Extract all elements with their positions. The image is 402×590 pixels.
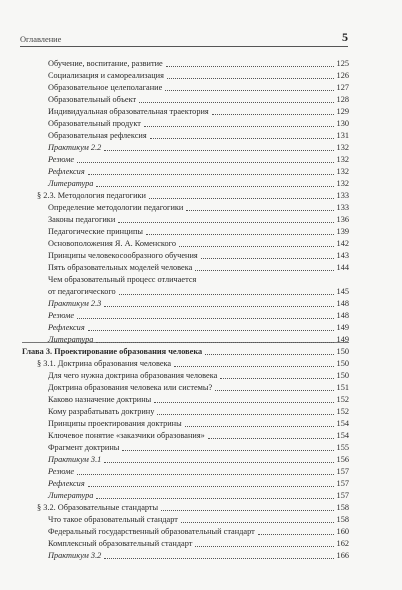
toc-entry-label: Чем образовательный процесс отличается xyxy=(48,275,197,284)
toc-entry-label: Для чего нужна доктрина образования человека xyxy=(48,371,218,380)
toc-entry-label: Индивидуальная образовательная траектория xyxy=(48,107,209,116)
toc-entry-label: Социализация и самореализация xyxy=(48,71,164,80)
toc-entry-label: Доктрина образования человека или системы? xyxy=(48,383,213,392)
toc-entry xyxy=(48,166,349,177)
toc-entry xyxy=(48,238,349,249)
toc-entry-page: 125 xyxy=(336,59,349,68)
toc-entry-label: Резюме xyxy=(48,155,75,164)
toc-entry-page: 166 xyxy=(336,551,349,560)
toc-leader-dots xyxy=(154,402,334,403)
toc-leader-dots xyxy=(179,246,334,247)
toc-leader-dots xyxy=(258,534,334,535)
toc-entry-page: 132 xyxy=(336,143,349,152)
page-number: 5 xyxy=(342,30,348,44)
toc-entry xyxy=(48,94,349,105)
toc-entry-page: 154 xyxy=(336,419,349,428)
toc-entry-label: Каково назначение доктрины xyxy=(48,395,152,404)
toc-entry-page: 149 xyxy=(336,335,349,344)
toc-entry-page: 151 xyxy=(336,383,349,392)
toc-entry-page: 145 xyxy=(336,287,349,296)
toc-entry-label: Практикум 3.2 xyxy=(48,551,102,560)
toc-entry-label: Законы педагогики xyxy=(48,215,116,224)
toc-leader-dots xyxy=(88,330,334,331)
toc-entry xyxy=(48,286,349,297)
toc-entry-label: Резюме xyxy=(48,467,75,476)
toc-entry-label: Литература xyxy=(48,335,94,344)
toc-entry xyxy=(48,514,349,525)
toc-leader-dots xyxy=(166,66,334,67)
toc-entry xyxy=(48,250,349,261)
toc-leader-dots xyxy=(77,474,334,475)
toc-entry-label: Литература xyxy=(48,179,94,188)
toc-entry xyxy=(48,130,349,141)
toc-leader-dots xyxy=(96,342,334,343)
toc-leader-dots xyxy=(195,270,334,271)
toc-entry xyxy=(48,370,349,381)
toc-entry-label: от педагогического xyxy=(48,287,116,296)
toc-entry-page: 156 xyxy=(336,455,349,464)
toc-entry-page: 130 xyxy=(336,119,349,128)
toc-entry xyxy=(48,226,349,237)
toc-entry-page: 139 xyxy=(336,227,349,236)
toc-leader-dots xyxy=(201,258,334,259)
toc-entry xyxy=(48,298,349,309)
toc-entry xyxy=(48,418,349,429)
toc-entry xyxy=(48,154,349,165)
toc-leader-dots xyxy=(77,162,334,163)
toc-leader-dots xyxy=(205,354,334,355)
toc-entry xyxy=(48,274,349,285)
toc-entry-label: Кому разрабатывать доктрину xyxy=(48,407,155,416)
toc-leader-dots xyxy=(220,378,334,379)
toc-entry-page: 162 xyxy=(336,539,349,548)
toc-entry-page: 152 xyxy=(336,395,349,404)
toc-entry xyxy=(48,490,349,501)
toc-entry-label: Практикум 2.2 xyxy=(48,143,102,152)
toc-entry xyxy=(37,502,349,513)
toc-entry-label: Ключевое понятие «заказчики образования» xyxy=(48,431,205,440)
toc-entry xyxy=(48,58,349,69)
toc-entry-label: Образовательная рефлексия xyxy=(48,131,147,140)
toc-leader-dots xyxy=(174,366,334,367)
toc-entry-label: Федеральный государственный образовательный стандарт xyxy=(48,527,255,536)
toc-leader-dots xyxy=(96,186,334,187)
toc-entry-label: Рефлексия xyxy=(48,479,85,488)
toc-leader-dots xyxy=(149,198,334,199)
toc-entry-label: Что такое образовательный стандарт xyxy=(48,515,178,524)
toc-entry xyxy=(48,142,349,153)
toc-leader-dots xyxy=(144,126,334,127)
toc-entry xyxy=(48,178,349,189)
toc-entry-page: 132 xyxy=(336,167,349,176)
toc-entry-label: Рефлексия xyxy=(48,167,85,176)
toc-entry xyxy=(48,430,349,441)
toc-leader-dots xyxy=(208,438,334,439)
toc-entry-page: 157 xyxy=(336,491,349,500)
toc-entry-label: Фрагмент доктрины xyxy=(48,443,120,452)
toc-leader-dots xyxy=(139,102,334,103)
toc-entry-page: 158 xyxy=(336,503,349,512)
toc-entry-page: 148 xyxy=(336,311,349,320)
toc-entry-page: 132 xyxy=(336,179,349,188)
toc-entry-label: Глава 3. Проектирование образования человека xyxy=(22,347,203,356)
toc-entry-page: 131 xyxy=(336,131,349,140)
toc-entry-page: 136 xyxy=(336,215,349,224)
toc-entry-page: 143 xyxy=(336,251,349,260)
toc-entry xyxy=(48,466,349,477)
toc-entry xyxy=(48,262,349,273)
toc-entry-label: Резюме xyxy=(48,311,75,320)
toc-entry-label: § 2.3. Методология педагогики xyxy=(37,191,146,200)
toc-entry-label: Образовательное целеполагание xyxy=(48,83,163,92)
toc-leader-dots xyxy=(161,510,334,511)
toc-entry-page: 133 xyxy=(336,203,349,212)
toc-entry-label: Комплексный образовательный стандарт xyxy=(48,539,193,548)
toc-leader-dots xyxy=(88,174,334,175)
toc-entry-label: Основоположения Я. А. Коменского xyxy=(48,239,177,248)
toc-entry-page: 144 xyxy=(336,263,349,272)
toc-entry-page: 157 xyxy=(336,479,349,488)
toc-entry-label: Образовательный объект xyxy=(48,95,137,104)
toc-entry-page: 152 xyxy=(336,407,349,416)
toc-entry-page: 155 xyxy=(336,443,349,452)
toc-entry-page: 148 xyxy=(336,299,349,308)
toc-leader-dots xyxy=(119,294,334,295)
toc-entry xyxy=(48,118,349,129)
toc-entry-label: Пять образовательных моделей человека xyxy=(48,263,193,272)
toc-entry-label: Рефлексия xyxy=(48,323,85,332)
toc-entry xyxy=(22,346,349,357)
toc-entry xyxy=(48,454,349,465)
toc-leader-dots xyxy=(104,306,334,307)
toc-entry-page: 160 xyxy=(336,527,349,536)
toc-entry-page: 126 xyxy=(336,71,349,80)
toc-entry-page: 132 xyxy=(336,155,349,164)
toc-entry-page: 150 xyxy=(336,347,349,356)
toc-entry xyxy=(48,106,349,117)
toc-leader-dots xyxy=(165,90,334,91)
toc-leader-dots xyxy=(215,390,334,391)
toc-entry-page: 150 xyxy=(336,359,349,368)
toc-entry-page: 154 xyxy=(336,431,349,440)
toc-entry xyxy=(48,442,349,453)
toc-leader-dots xyxy=(181,522,334,523)
toc-entry xyxy=(48,322,349,333)
toc-entry-page: 129 xyxy=(336,107,349,116)
toc-entry xyxy=(48,538,349,549)
toc-leader-dots xyxy=(146,234,334,235)
toc-entry-label: Принципы человекосообразного обучения xyxy=(48,251,198,260)
toc-leader-dots xyxy=(157,414,334,415)
toc-entry xyxy=(48,310,349,321)
toc-entry-page: 128 xyxy=(336,95,349,104)
toc-entry xyxy=(48,70,349,81)
toc-entry-page: 150 xyxy=(336,371,349,380)
running-header-title: Оглавление xyxy=(20,35,62,44)
toc-leader-dots xyxy=(118,222,334,223)
toc-leader-dots xyxy=(104,558,334,559)
toc-entry-label: Принципы проектирования доктрины xyxy=(48,419,182,428)
toc-leader-dots xyxy=(104,462,334,463)
toc-entry-label: Определение методологии педагогики xyxy=(48,203,184,212)
toc-entry-label: Обучение, воспитание, развитие xyxy=(48,59,163,68)
toc-leader-dots xyxy=(167,78,334,79)
toc-leader-dots xyxy=(122,450,334,451)
toc-entry xyxy=(48,478,349,489)
toc-entry-label: § 3.2. Образовательные стандарты xyxy=(37,503,159,512)
toc-leader-dots xyxy=(96,498,334,499)
toc-entry-page: 127 xyxy=(336,83,349,92)
toc-entry-label: Практикум 3.1 xyxy=(48,455,102,464)
toc-leader-dots xyxy=(185,426,334,427)
toc-entry-label: Педагогические принципы xyxy=(48,227,143,236)
toc-entry xyxy=(37,190,349,201)
toc-entry-page: 133 xyxy=(336,191,349,200)
toc-entry-page: 142 xyxy=(336,239,349,248)
toc-entry xyxy=(37,358,349,369)
toc-leader-dots xyxy=(150,138,334,139)
toc-entry-label: § 3.1. Доктрина образования человека xyxy=(37,359,172,368)
toc-entry xyxy=(48,406,349,417)
toc-leader-dots xyxy=(212,114,334,115)
toc-entry xyxy=(48,526,349,537)
toc-entry-label: Образовательный продукт xyxy=(48,119,141,128)
toc-entry xyxy=(48,202,349,213)
toc-leader-dots xyxy=(195,546,334,547)
toc-leader-dots xyxy=(77,318,334,319)
toc-entry-page: 157 xyxy=(336,467,349,476)
toc-entry-page: 149 xyxy=(336,323,349,332)
toc-leader-dots xyxy=(88,486,334,487)
toc-entry-label: Литература xyxy=(48,491,94,500)
toc-entry xyxy=(48,214,349,225)
toc-entry-page: 158 xyxy=(336,515,349,524)
toc-entry xyxy=(48,394,349,405)
toc-entry xyxy=(48,82,349,93)
toc-leader-dots xyxy=(104,150,334,151)
toc-leader-dots xyxy=(186,210,334,211)
toc-entry xyxy=(48,334,349,345)
toc-entry xyxy=(48,550,349,561)
toc-entry xyxy=(48,382,349,393)
toc-entry-label: Практикум 2.3 xyxy=(48,299,102,308)
